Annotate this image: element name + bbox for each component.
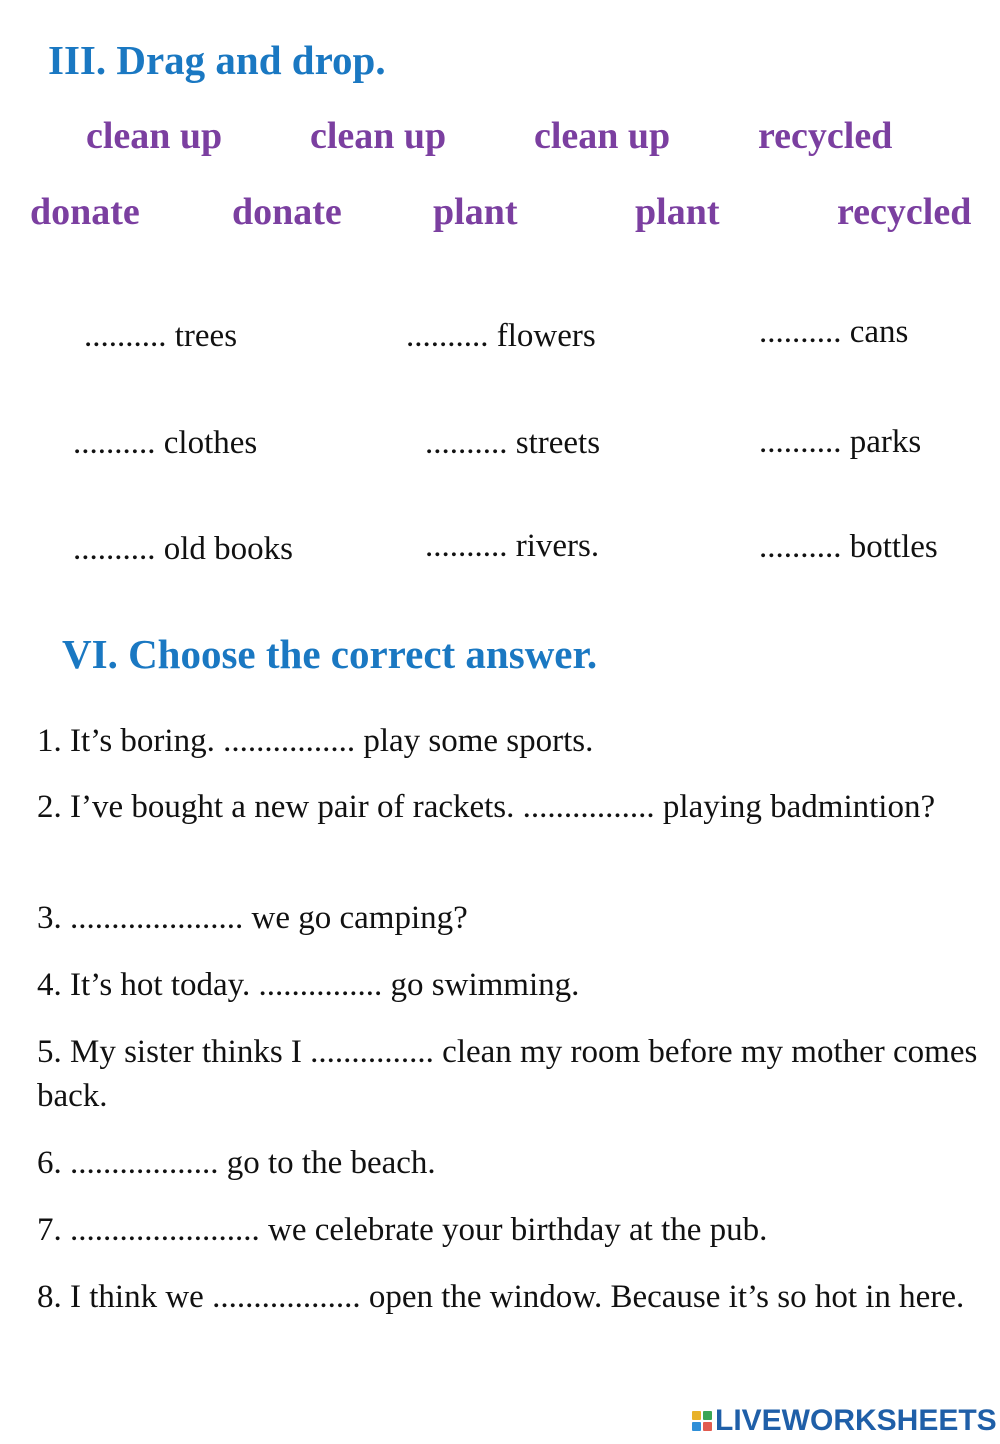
drop-item-label: old books: [163, 531, 294, 567]
question-text-after: play some sports.: [355, 723, 594, 759]
drop-blank[interactable]: ..........: [759, 314, 850, 350]
question-text-after: go to the beach.: [218, 1145, 436, 1181]
drop-item-label: bottles: [849, 529, 938, 565]
drop-blank[interactable]: ..........: [759, 529, 850, 565]
word-bank-chip[interactable]: donate: [232, 191, 342, 233]
word-bank-chip[interactable]: recycled: [758, 115, 893, 157]
question-item: [37, 1208, 992, 1252]
question-text-before: 1. It’s boring.: [37, 723, 224, 759]
drop-item: [759, 531, 938, 564]
drop-blank[interactable]: ..........: [406, 318, 497, 354]
logo-mark-square: [692, 1422, 701, 1431]
answer-blank[interactable]: ................: [522, 789, 655, 825]
question-text-before: 5. My sister thinks I: [37, 1034, 311, 1070]
question-text-before: 3.: [37, 900, 70, 936]
question-text-before: 6.: [37, 1145, 70, 1181]
drop-blank[interactable]: ..........: [84, 318, 175, 354]
word-bank-chip[interactable]: clean up: [310, 115, 447, 157]
word-bank-chip[interactable]: clean up: [86, 115, 223, 157]
drop-item: [73, 427, 257, 460]
answer-blank[interactable]: ................: [223, 723, 356, 759]
question-text-before: 8. I think we: [37, 1279, 213, 1315]
section-title-choose-correct-answer: VI. Choose the correct answer.: [62, 631, 598, 677]
drop-item-label: flowers: [496, 318, 596, 354]
section-title-drag-and-drop: III. Drag and drop.: [48, 37, 386, 83]
answer-blank[interactable]: ..................: [212, 1279, 361, 1315]
drop-item: [425, 427, 600, 460]
drop-blank[interactable]: ..........: [425, 425, 516, 461]
question-text-after: open the window. Because it’s so hot in here.: [360, 1279, 965, 1315]
question-text-after: go swimming.: [382, 967, 580, 1003]
question-item: [37, 1275, 992, 1319]
logo-mark-icon: [692, 1411, 712, 1431]
answer-blank[interactable]: ...............: [258, 967, 383, 1003]
question-item: [37, 719, 992, 763]
logo-text: LIVEWORKSHEETS: [715, 1404, 997, 1437]
question-text-after: playing badmintion?: [654, 789, 936, 825]
drop-item-label: cans: [849, 314, 909, 350]
drop-item-label: trees: [174, 318, 238, 354]
word-bank-chip[interactable]: donate: [30, 191, 140, 233]
answer-blank[interactable]: ..................: [70, 1145, 219, 1181]
drop-item-label: streets: [515, 425, 601, 461]
question-item: [37, 896, 992, 940]
drop-item-label: rivers.: [515, 528, 600, 564]
drop-item: [425, 530, 599, 563]
drop-item: [759, 426, 921, 459]
drop-item: [73, 533, 293, 566]
drop-blank[interactable]: ..........: [73, 425, 164, 461]
word-bank-chip[interactable]: plant: [635, 191, 720, 233]
drop-blank[interactable]: ..........: [425, 528, 516, 564]
answer-blank[interactable]: .....................: [70, 900, 244, 936]
drop-blank[interactable]: ..........: [73, 531, 164, 567]
drop-blank[interactable]: ..........: [759, 424, 850, 460]
drop-item-label: clothes: [163, 425, 258, 461]
drop-item: [759, 316, 908, 349]
question-text-after: we celebrate your birthday at the pub.: [259, 1212, 768, 1248]
question-text-before: 2. I’ve bought a new pair of rackets.: [37, 789, 523, 825]
logo-mark-square: [703, 1422, 712, 1431]
question-text-after: clean my room before my mother comes back.: [37, 1034, 978, 1114]
word-bank-chip[interactable]: recycled: [837, 191, 972, 233]
question-text-after: we go camping?: [243, 900, 468, 936]
question-item: [37, 785, 992, 829]
drop-item: [406, 320, 596, 353]
question-text-before: 7.: [37, 1212, 70, 1248]
question-item: [37, 963, 992, 1007]
logo-mark-square: [703, 1411, 712, 1420]
word-bank-chip[interactable]: plant: [433, 191, 518, 233]
question-text-before: 4. It’s hot today.: [37, 967, 259, 1003]
answer-blank[interactable]: .......................: [70, 1212, 260, 1248]
logo-mark-square: [692, 1411, 701, 1420]
drop-item-label: parks: [849, 424, 922, 460]
answer-blank[interactable]: ...............: [310, 1034, 434, 1070]
question-item: [37, 1141, 992, 1185]
drop-item: [84, 320, 237, 353]
liveworksheets-logo: [692, 1404, 997, 1438]
question-item: [37, 1030, 992, 1118]
word-bank-chip[interactable]: clean up: [534, 115, 671, 157]
